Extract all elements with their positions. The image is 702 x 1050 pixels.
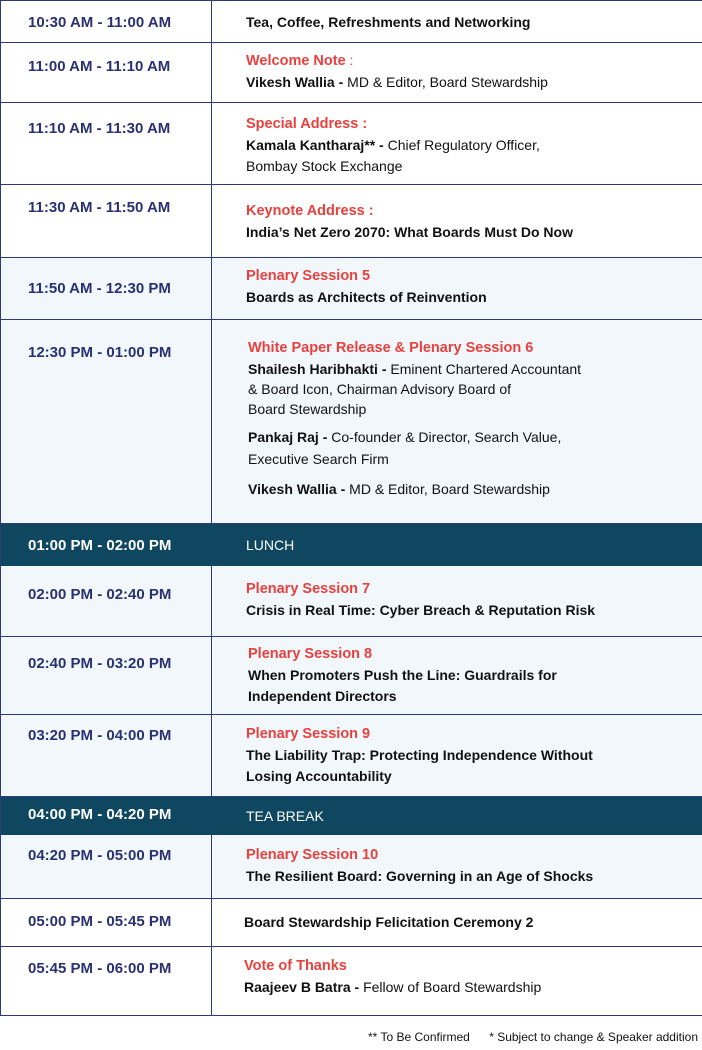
agenda-row-break [1, 524, 702, 566]
session-heading: Plenary Session 5 [246, 268, 371, 284]
session-cell [212, 320, 702, 523]
speaker-name: Vikesh Wallia - [248, 481, 350, 497]
speaker-block [248, 359, 702, 419]
time-cell: 01:00 PM - 02:00 PM [28, 537, 172, 554]
session-heading: Plenary Session 8 [248, 646, 373, 662]
agenda-row [1, 637, 702, 715]
speaker-name: Raajeev B Batra - [244, 979, 364, 995]
session-heading: White Paper Release & Plenary Session 6 [248, 340, 534, 356]
heading-label: Welcome Note [246, 53, 346, 69]
time-cell: 04:20 PM - 05:00 PM [1, 835, 212, 898]
speaker-name: Kamala Kantharaj** - [246, 137, 388, 153]
speaker-role-cont: Executive Search Firm [248, 451, 389, 467]
session-cell [212, 43, 702, 102]
speaker-block [248, 479, 702, 500]
session-cell [212, 947, 702, 1015]
session-title: When Promoters Push the Line: Guardrails for [248, 667, 557, 683]
session-cell [212, 835, 702, 898]
session-title: Tea, Coffee, Refreshments and Networking [246, 14, 531, 30]
agenda-row [1, 258, 702, 320]
time-cell: 03:20 PM - 04:00 PM [1, 715, 212, 796]
time-cell: 10:30 AM - 11:00 AM [1, 1, 212, 42]
session-title: Boards as Architects of Reinvention [246, 289, 487, 305]
speaker-role: Chief Regulatory Officer, [387, 137, 540, 153]
session-title-cont: Losing Accountability [246, 768, 392, 784]
session-cell [212, 185, 702, 257]
time-cell: 11:50 AM - 12:30 PM [1, 258, 212, 319]
agenda-row [1, 320, 702, 524]
speaker-role-cont: Board Stewardship [248, 401, 367, 417]
session-heading: Plenary Session 7 [246, 581, 371, 597]
speaker-name: Pankaj Raj - [248, 429, 332, 445]
speaker-role: MD & Editor, Board Stewardship [347, 74, 548, 90]
agenda-row [1, 566, 702, 637]
speaker-line [246, 72, 702, 93]
session-cell [212, 566, 702, 636]
footnote-subject-to-change: * Subject to change & Speaker addition [489, 1030, 698, 1044]
footer-notes [352, 1030, 698, 1044]
time-cell: 11:00 AM - 11:10 AM [1, 43, 212, 102]
heading-suffix: : [345, 52, 354, 68]
session-heading [246, 50, 702, 72]
session-title-cont: Independent Directors [248, 688, 397, 704]
agenda-row-break [1, 797, 702, 835]
time-cell: 11:10 AM - 11:30 AM [1, 103, 212, 184]
session-title: Board Stewardship Felicitation Ceremony 2 [244, 914, 534, 930]
speaker-name: Vikesh Wallia - [246, 74, 348, 90]
time-cell: 04:00 PM - 04:20 PM [28, 806, 172, 823]
session-heading: Plenary Session 9 [246, 726, 371, 742]
agenda-row [1, 947, 702, 1016]
session-cell [212, 1, 702, 42]
speaker-role: Fellow of Board Stewardship [363, 979, 542, 995]
agenda-row [1, 899, 702, 947]
time-cell: 02:40 PM - 03:20 PM [1, 637, 212, 714]
session-cell [212, 715, 702, 796]
agenda-row [1, 835, 702, 899]
time-cell: 11:30 AM - 11:50 AM [1, 185, 212, 257]
session-heading: Plenary Session 10 [246, 847, 379, 863]
agenda-row [1, 715, 702, 797]
footnote-confirmed: ** To Be Confirmed [368, 1030, 470, 1044]
speaker-line [246, 135, 702, 156]
time-cell: 05:00 PM - 05:45 PM [1, 899, 212, 946]
session-heading: Special Address : [246, 116, 368, 132]
session-title: The Liability Trap: Protecting Independence Without [246, 747, 593, 763]
speaker-line [244, 977, 702, 998]
speaker-role-cont: & Board Icon, Chairman Advisory Board of [248, 381, 512, 397]
time-cell: 05:45 PM - 06:00 PM [1, 947, 212, 1015]
time-cell: 12:30 PM - 01:00 PM [1, 320, 212, 523]
speaker-block [248, 426, 702, 470]
speaker-role: Eminent Chartered Accountant [390, 361, 582, 377]
agenda-row [1, 185, 702, 258]
session-title: India’s Net Zero 2070: What Boards Must Do Now [246, 224, 573, 240]
speaker-role: Co-founder & Director, Search Value, [331, 429, 562, 445]
session-cell [212, 637, 702, 714]
session-heading: Keynote Address : [246, 203, 374, 219]
session-heading: Vote of Thanks [244, 958, 347, 974]
break-label: LUNCH [246, 537, 295, 553]
time-cell: 02:00 PM - 02:40 PM [1, 566, 212, 636]
speaker-role: MD & Editor, Board Stewardship [349, 481, 550, 497]
speaker-name: Shailesh Haribhakti - [248, 361, 391, 377]
agenda-row [1, 43, 702, 103]
session-title: The Resilient Board: Governing in an Age of Shocks [246, 868, 594, 884]
agenda-row [1, 103, 702, 185]
break-label: TEA BREAK [246, 808, 324, 824]
session-cell [212, 103, 702, 184]
session-title: Crisis in Real Time: Cyber Breach & Reputation Risk [246, 602, 596, 618]
session-cell [212, 258, 702, 319]
session-cell [212, 899, 702, 946]
agenda-row [1, 0, 702, 43]
speaker-role-cont: Bombay Stock Exchange [246, 158, 403, 174]
